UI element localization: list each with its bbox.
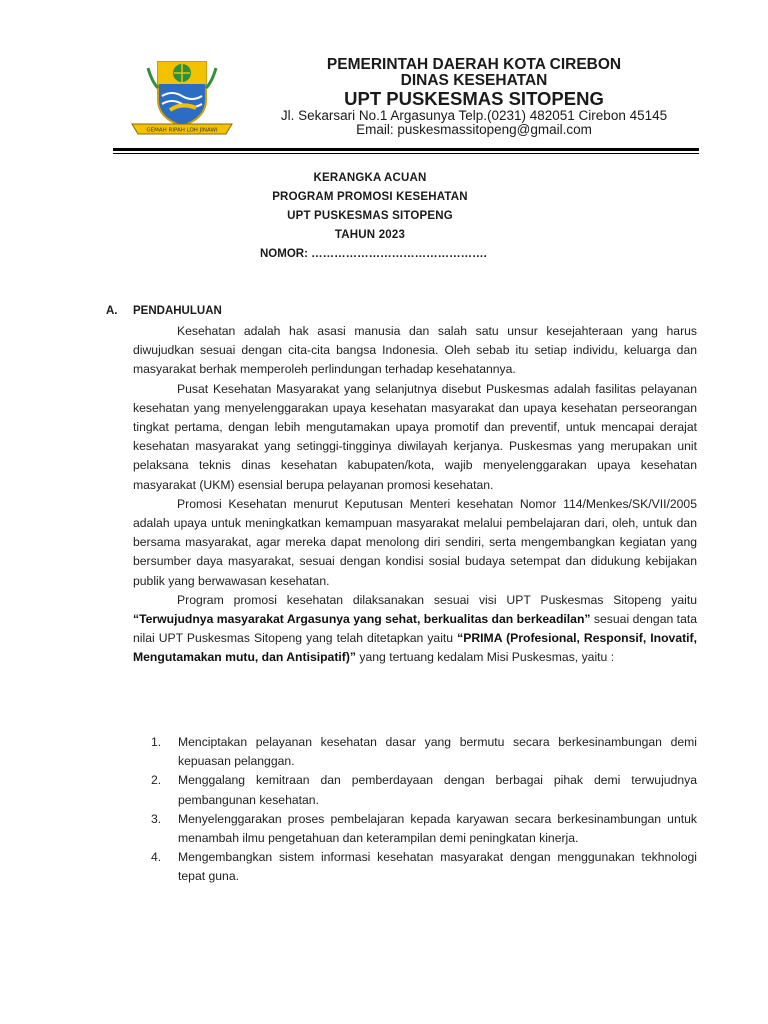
list-item: 4. Mengembangkan sistem informasi kesehatan masyarakat dengan menggunakan tekhnologi tepat guna.	[151, 850, 697, 884]
svg-text:GEMAH RIPAH LOH JINAWI: GEMAH RIPAH LOH JINAWI	[146, 127, 218, 134]
paragraph-1: Kesehatan adalah hak asasi manusia dan salah satu unsur kesejahteraan yang harus diwujudkan sesuai dengan cita-cita bangsa Indonesia. Oleh sebab itu setiap individu, keluarga dan masyarakat berhak memperoleh perlindungan terhadap kesehatannya.	[133, 324, 697, 377]
mission-list	[133, 733, 697, 887]
doc-title-line1: KERANGKA ACUAN	[313, 172, 427, 184]
values-statement: “PRIMA (Profesional, Responsif, Inovatif, Mengutamakan mutu, dan Antisipatif)”	[133, 631, 697, 665]
list-item: 1. Menciptakan pelayanan kesehatan dasar yang bermutu secara berkesinambungan demi kepuasan pelanggan.	[151, 735, 697, 769]
letterhead-institution: UPT PUSKESMAS SITOPENG	[344, 88, 604, 109]
letterhead-divider-thin	[113, 153, 699, 154]
doc-title-line2: PROGRAM PROMOSI KESEHATAN	[272, 191, 468, 203]
doc-title-year: TAHUN 2023	[334, 229, 406, 241]
section-heading: PENDAHULUAN	[133, 305, 222, 317]
letterhead-email: Email: puskesmassitopeng@gmail.com	[356, 122, 592, 137]
paragraph-3: Promosi Kesehatan menurut Keputusan Menteri kesehatan Nomor 114/Menkes/SK/VII/2005 adalah upaya untuk meningkatkan kemampuan masyarakat melalui pembelajaran dari, oleh, untuk dan bersama masyarakat, agar mereka dapat menolong diri sendiri, serta mengembangkan kegiatan yang bersumber daya masyarakat, sesuai dengan kondisi sosial budaya setempat dan didukung kebijakan publik yang berwawasan kesehatan.	[133, 496, 697, 588]
letterhead-department: DINAS KESEHATAN	[400, 72, 548, 89]
paragraph-4: Program promosi kesehatan dilaksanakan sesuai visi UPT Puskesmas Sitopeng yaitu “Terwujudnya masyarakat Argasunya yang sehat, berkualitas dan berkeadilan” sesuai dengan tata nilai UPT Puskesmas Sitopeng yang telah ditetapkan yaitu “PRIMA (Profesional, Responsif, Inovatif, Mengutamakan mutu, dan Antisipatif)” yang tertuang kedalam Misi Puskesmas, yaitu :	[133, 592, 698, 665]
letterhead-government: PEMERINTAH DAERAH KOTA CIREBON	[326, 56, 622, 73]
section-letter: A.	[106, 305, 118, 317]
list-item: 3. Menyelenggarakan proses pembelajaran kepada karyawan secara berkesinambungan untuk menambah ilmu pengetahuan dan keterampilan demi peningkatan kinerja.	[151, 811, 697, 846]
doc-title-line3: UPT PUSKESMAS SITOPENG	[287, 210, 453, 222]
section-body	[133, 322, 697, 668]
letterhead-address: Jl. Sekarsari No.1 Argasunya Telp.(0231) 482051 Cirebon 45145	[280, 108, 668, 123]
vision-statement: “Terwujudnya masyarakat Argasunya yang sehat, berkualitas dan berkeadilan”	[133, 612, 591, 627]
paragraph-2: Pusat Kesehatan Masyarakat yang selanjutnya disebut Puskesmas adalah fasilitas pelayanan kesehatan yang menyelenggarakan upaya kesehatan masyarakat dan upaya kesehatan perseorangan tingkat pertama, dengan lebih mengutamakan upaya promotif dan preventif, untuk mencapai derajat kesehatan masyarakat yang setinggi-tingginya diwilayah kerjanya. Puskesmas yang merupakan unit pelaksana teknis dinas kesehatan kabupaten/kota, wajib menyelenggarakan upaya kesehatan masyarakat (UKM) esensial berupa pelayanan promosi kesehatan.	[133, 381, 697, 492]
doc-number: NOMOR: ……………………………………….	[260, 248, 487, 260]
list-item: 2. Menggalang kemitraan dan pemberdayaan dengan berbagai pihak demi terwujudnya pembangunan kesehatan.	[151, 773, 697, 807]
letterhead-divider-thick	[113, 148, 699, 151]
